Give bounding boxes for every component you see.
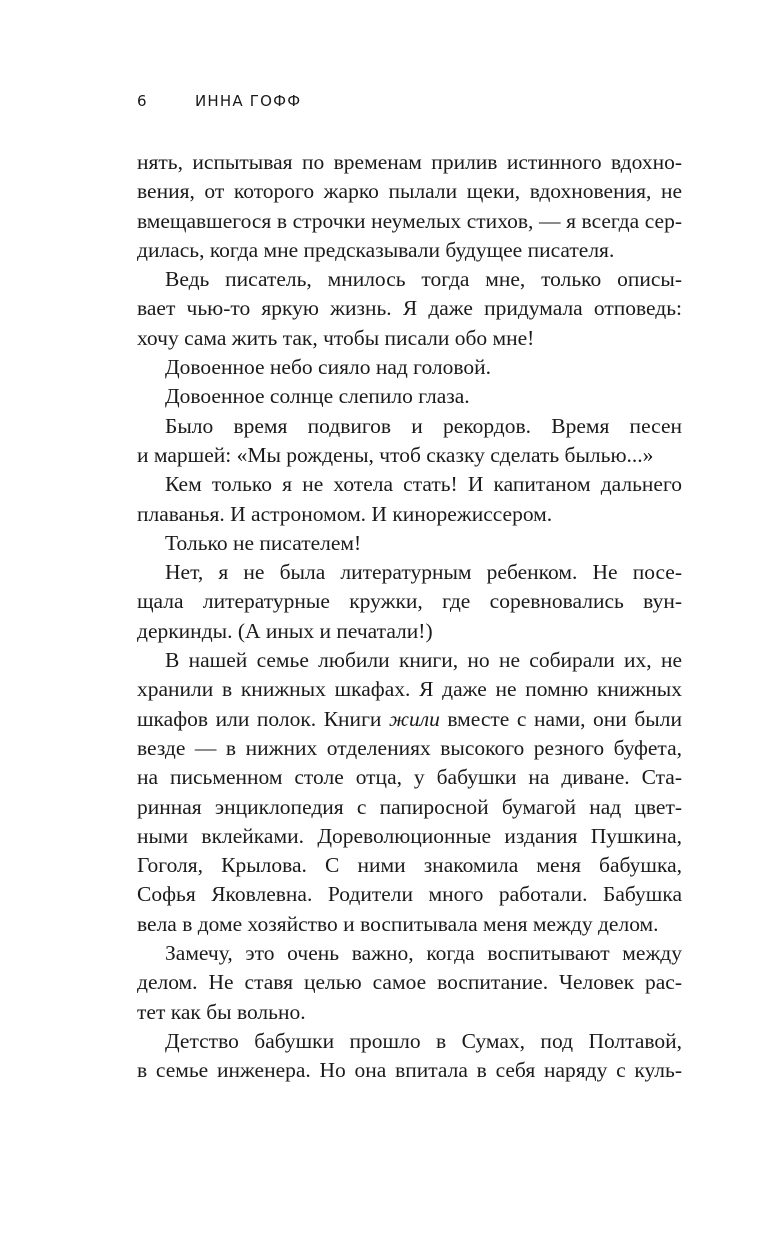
- text-line: Довоенное небо сияло над головой.: [165, 355, 492, 380]
- text-line: на письменном столе отца, у бабушки на диване. Ста-: [137, 765, 682, 790]
- text-line: Замечу, это очень важно, когда воспитывают между: [165, 941, 682, 966]
- text-line: дилась, когда мне предсказывали будущее писателя.: [137, 237, 615, 262]
- italic-word: жили: [388, 706, 440, 731]
- text-line: деркинды. (А иных и печатали!): [137, 618, 433, 643]
- text-line: Софья Яковлевна. Родители много работали. Бабушка: [137, 882, 682, 907]
- text-line: нять, испытывая по временам прилив истинного вдохно-: [137, 150, 682, 174]
- text-line: вает чью-то яркую жизнь. Я даже придумала отповедь:: [137, 296, 682, 321]
- text-line: хранили в книжных шкафах. Я даже не помню книжных: [137, 677, 682, 702]
- text-line: вения, от которого жарко пылали щеки, вдохновения, не: [137, 179, 682, 204]
- text-run: вместе с нами, они были: [439, 706, 682, 731]
- text-run: шкафов или полок. Книги: [137, 706, 389, 731]
- text-line: Нет, я не была литературным ребенком. Не посе-: [165, 560, 682, 585]
- running-header: [137, 92, 697, 118]
- text-line: Кем только я не хотела стать! И капитаном дальнего: [165, 472, 682, 497]
- text-line-with-italic: [137, 705, 682, 734]
- text-line: хочу сама жить так, чтобы писали обо мне!: [137, 325, 535, 350]
- text-line: в семье инженера. Но она впитала в себя наряду с куль-: [137, 1058, 682, 1083]
- text-line: Ведь писатель, мнилось тогда мне, только описы-: [165, 267, 682, 292]
- text-line: плаванья. И астрономом. И кинорежиссером.: [137, 501, 553, 526]
- body-text: [137, 148, 682, 1086]
- text-line: вела в доме хозяйство и воспитывала меня между делом.: [137, 911, 659, 936]
- text-line: В нашей семье любили книги, но не собирали их, не: [165, 648, 682, 673]
- text-line: вмещавшегося в строчки неумелых стихов, — я всегда сер-: [137, 208, 682, 233]
- text-line: Гоголя, Крылова. С ними знакомила меня бабушка,: [137, 853, 682, 878]
- text-line: тет как бы вольно.: [137, 999, 306, 1024]
- author-running-head: ИННА ГОФФ: [195, 92, 302, 110]
- text-line: Довоенное солнце слепило глаза.: [165, 384, 470, 409]
- text-line: делом. Не ставя целью самое воспитание. Человек рас-: [137, 970, 682, 995]
- text-line: Только не писателем!: [165, 530, 362, 555]
- text-line: Было время подвигов и рекордов. Время песен: [165, 413, 682, 438]
- text-line: Детство бабушки прошло в Сумах, под Полтавой,: [165, 1028, 682, 1053]
- text-line: и маршей: «Мы рождены, чтоб сказку сделать былью...»: [137, 442, 654, 467]
- text-line: ными вклейками. Дореволюционные издания Пушкина,: [137, 823, 682, 848]
- text-line: везде — в нижних отделениях высокого резного буфета,: [137, 735, 682, 760]
- text-line: щала литературные кружки, где соревновались вун-: [137, 589, 682, 614]
- text-line: ринная энциклопедия с папиросной бумагой над цвет-: [137, 794, 682, 819]
- page-number: 6: [137, 92, 148, 110]
